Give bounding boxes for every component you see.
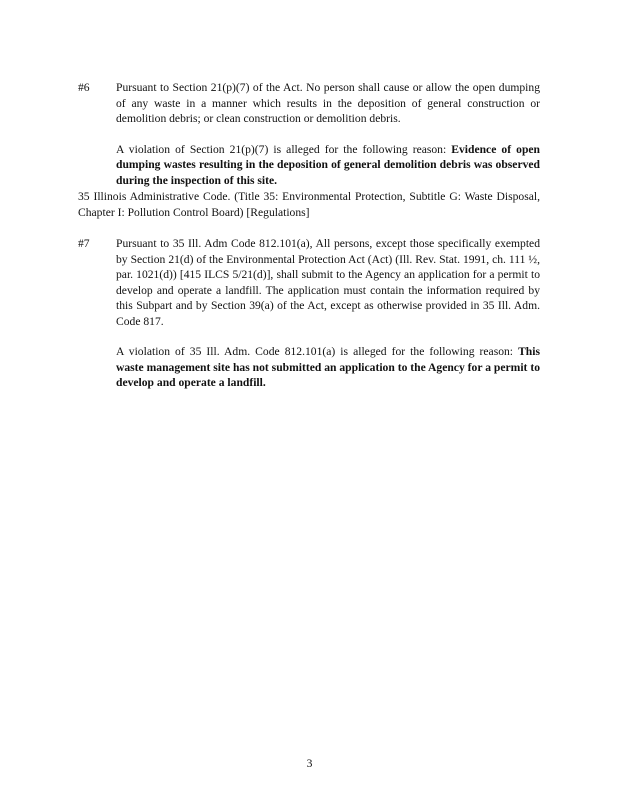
violation-allegation	[116, 344, 540, 391]
regulation-heading: 35 Illinois Administrative Code. (Title 35: Environmental Protection, Subtitle G: Waste Disposal, Chapter I: Pollution Control Board) [Regulations]	[78, 190, 540, 219]
allegation-reason: Evidence of open dumping wastes resulting in the deposition of general demolition debris was observed during the inspection of this site.	[116, 142, 540, 187]
page-number: 3	[306, 757, 313, 770]
violation-number: #7	[78, 237, 90, 250]
allegation-lead: A violation of Section 21(p)(7) is alleged for the following reason:	[116, 142, 452, 156]
violation-number: #6	[78, 81, 90, 94]
violation-allegation	[116, 142, 540, 189]
violation-provision: Pursuant to 35 Ill. Adm Code 812.101(a), All persons, except those specifically exempted by Section 21(d) of the Environmental Protection Act (Act) (Ill. Rev. Stat. 1991, ch. 111 ½, par. 1021(d)) [415 ILCS 5/21(d)], shall submit to the Agency an application for a permit to develop and operate a landfill. The application must contain the information required by this Subpart and by Section 39(a) of the Act, except as otherwise provided in 35 Ill. Adm. Code 817.	[116, 237, 540, 328]
allegation-reason: This waste management site has not submitted an application to the Agency for a permit to develop and operate a landfill.	[116, 345, 540, 389]
allegation-lead: A violation of 35 Ill. Adm. Code 812.101(a) is alleged for the following reason:	[116, 345, 519, 358]
violation-provision: Pursuant to Section 21(p)(7) of the Act. No person shall cause or allow the open dumping of any waste in a manner which results in the deposition of general construction or demolition debris; or clean construction or demolition debris.	[116, 81, 540, 125]
violation-body	[116, 236, 540, 391]
violation-body	[116, 80, 540, 188]
